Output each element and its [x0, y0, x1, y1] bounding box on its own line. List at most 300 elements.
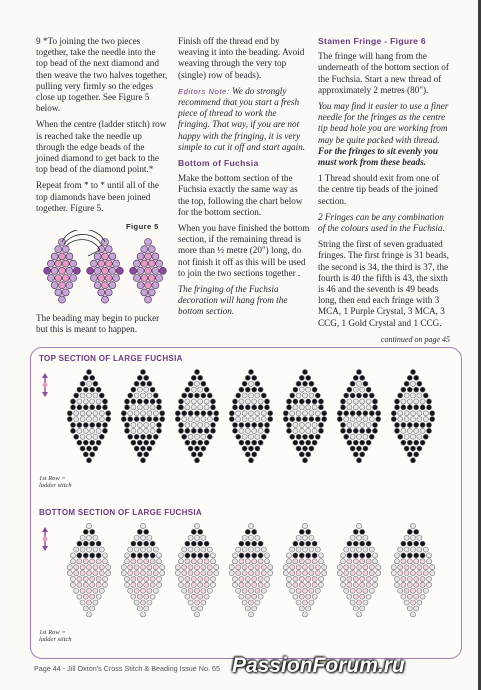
bead [430, 411, 435, 416]
bead [198, 399, 203, 404]
bead [83, 399, 88, 404]
bead [293, 405, 298, 410]
bead [150, 582, 155, 587]
bead [70, 422, 75, 427]
bead [188, 446, 193, 451]
bead [83, 529, 88, 534]
figure-5-bead [116, 267, 123, 274]
bead [302, 417, 307, 422]
bead [356, 588, 361, 593]
bead [293, 576, 298, 581]
bead [264, 582, 269, 587]
bead [293, 553, 298, 558]
bead [417, 393, 422, 398]
bead [147, 600, 152, 605]
bead [70, 428, 75, 433]
bead [204, 440, 209, 445]
bead [315, 434, 320, 439]
bead [90, 606, 95, 611]
bead [77, 541, 82, 546]
bead [99, 417, 104, 422]
bead [242, 393, 247, 398]
bead [350, 600, 355, 605]
bead [131, 594, 136, 599]
bead [232, 399, 237, 404]
bead [340, 582, 345, 587]
bead [207, 565, 212, 570]
finish-thread-text: Finish off the thread end by weaving it into the beading. Avoid weaving through the very top (single) row of beads). [178, 36, 305, 80]
bead [144, 428, 149, 433]
bead [309, 565, 314, 570]
bead [150, 541, 155, 546]
figure-5-bead [133, 260, 140, 267]
bead [245, 541, 250, 546]
bead [248, 600, 253, 605]
bead [137, 440, 142, 445]
bead [414, 375, 419, 380]
bead [347, 399, 352, 404]
bead [372, 428, 377, 433]
bead [309, 381, 314, 386]
step-9-text: 9 *To joining the two pieces together, take the needle into the top bead of the next diamond and then weave the two halves together, pulling very firmly so the edges close up together. See Figure 5 below. [36, 36, 168, 114]
bead [134, 547, 139, 552]
bead [131, 541, 136, 546]
bead [299, 405, 304, 410]
bead [255, 588, 260, 593]
bead [93, 417, 98, 422]
bead [410, 434, 415, 439]
bead [137, 428, 142, 433]
bead [407, 375, 412, 380]
bead [102, 576, 107, 581]
bead [90, 594, 95, 599]
bead [309, 411, 314, 416]
bead [204, 559, 209, 564]
bead-diamond [67, 523, 110, 616]
bead [201, 393, 206, 398]
bead [86, 571, 91, 576]
bead [144, 399, 149, 404]
bead [414, 594, 419, 599]
bead [268, 417, 273, 422]
bead [366, 553, 371, 558]
bead [293, 422, 298, 427]
bead [99, 565, 104, 570]
bead [318, 559, 323, 564]
bead [369, 411, 374, 416]
needle-tip-italic: You may find it easier to use a finer needle for the fringes as the centre tip bead hole you are working from may be quite packed with thread. [318, 101, 449, 145]
bead [210, 405, 215, 410]
repeat-text: Repeat from * to * until all of the top diamonds have been joined together. Figure 5. [36, 180, 159, 213]
figure-5-bead [66, 282, 73, 289]
bead [188, 393, 193, 398]
bead [312, 541, 317, 546]
bead [134, 588, 139, 593]
bead [420, 594, 425, 599]
bead [410, 369, 415, 374]
figure-5-bead [102, 267, 109, 274]
bead [80, 600, 85, 605]
bead [261, 393, 266, 398]
bead [198, 606, 203, 611]
bead [83, 375, 88, 380]
bead [245, 594, 250, 599]
bead [286, 576, 291, 581]
bead [128, 571, 133, 576]
bead [77, 399, 82, 404]
bead [153, 411, 158, 416]
bead [93, 571, 98, 576]
bead [312, 594, 317, 599]
bead [417, 547, 422, 552]
bottom-section-title: BOTTOM SECTION OF LARGE FUCHSIA [39, 508, 202, 517]
bead [153, 393, 158, 398]
bead [188, 547, 193, 552]
bead [194, 446, 199, 451]
bead [394, 422, 399, 427]
figure-5-bead [73, 267, 80, 274]
bead [356, 571, 361, 576]
bead [404, 600, 409, 605]
bead [140, 535, 145, 540]
bead [131, 422, 136, 427]
bead [232, 428, 237, 433]
bead [306, 428, 311, 433]
figure-5-diamond [44, 239, 81, 304]
figure-5-bead [152, 282, 159, 289]
bead [201, 600, 206, 605]
bead [182, 588, 187, 593]
bead [369, 588, 374, 593]
bead [286, 422, 291, 427]
bead [401, 422, 406, 427]
bead [369, 547, 374, 552]
bead [80, 381, 85, 386]
bead [188, 535, 193, 540]
bead [258, 582, 263, 587]
bead [124, 576, 129, 581]
bead [86, 600, 91, 605]
figure-5-bead [98, 289, 105, 296]
bead [369, 565, 374, 570]
bead [248, 547, 253, 552]
bead [261, 565, 266, 570]
bead [150, 422, 155, 427]
bead [137, 375, 142, 380]
bead [296, 600, 301, 605]
bead [90, 582, 95, 587]
bead [398, 417, 403, 422]
bead [407, 553, 412, 558]
bead [102, 405, 107, 410]
bead [134, 434, 139, 439]
bead [353, 529, 358, 534]
bead [191, 428, 196, 433]
bead [156, 428, 161, 433]
bead [239, 422, 244, 427]
bead [401, 553, 406, 558]
bead [185, 387, 190, 392]
bead [201, 411, 206, 416]
bead [178, 428, 183, 433]
bead [258, 594, 263, 599]
bead [258, 428, 263, 433]
bead [363, 381, 368, 386]
bead [131, 428, 136, 433]
bead [147, 393, 152, 398]
fringe-intro-text: The fringe will hang from the underneath of the bottom section of the Fuchsia. Start a new thread of approximately 2 metres (80"). [318, 51, 449, 95]
bead [426, 405, 431, 410]
bead [302, 458, 307, 463]
bead [207, 571, 212, 576]
bead [261, 417, 266, 422]
figure-5-bead [98, 275, 105, 282]
bead [347, 594, 352, 599]
bead [398, 547, 403, 552]
bead [360, 541, 365, 546]
bead [363, 535, 368, 540]
bead [353, 559, 358, 564]
bead [77, 422, 82, 427]
bead [410, 588, 415, 593]
bead [344, 417, 349, 422]
bead [156, 399, 161, 404]
bead [204, 541, 209, 546]
bead-diamond [391, 369, 435, 462]
bead [147, 565, 152, 570]
bead [239, 541, 244, 546]
bead [350, 393, 355, 398]
bead [350, 571, 355, 576]
figure-5-bead [156, 275, 163, 282]
bead [83, 553, 88, 558]
bead [153, 434, 158, 439]
bead [201, 446, 206, 451]
bead [407, 606, 412, 611]
bead [363, 417, 368, 422]
bead [391, 571, 396, 576]
bead [194, 547, 199, 552]
bead [420, 553, 425, 558]
bead [353, 375, 358, 380]
bead [188, 381, 193, 386]
bead [191, 594, 196, 599]
bead [350, 535, 355, 540]
bead [426, 576, 431, 581]
bead [140, 588, 145, 593]
bead [86, 523, 91, 528]
bead [74, 565, 79, 570]
bead [182, 417, 187, 422]
figure-5-bead [94, 253, 101, 260]
bead [360, 387, 365, 392]
figure-5-bead [66, 253, 73, 260]
bead [312, 553, 317, 558]
bead [394, 405, 399, 410]
bead [286, 559, 291, 564]
bead [248, 446, 253, 451]
figure-5-bead [55, 246, 62, 253]
bead [185, 541, 190, 546]
bead [90, 559, 95, 564]
figure-5-bead [145, 282, 152, 289]
bead [86, 588, 91, 593]
bead [229, 571, 234, 576]
bead [356, 458, 361, 463]
bead [252, 399, 257, 404]
bead [147, 411, 152, 416]
bead [140, 411, 145, 416]
bead [248, 369, 253, 374]
bead [121, 571, 126, 576]
figure-5-bead [148, 289, 155, 296]
figure-5-bead [70, 260, 77, 267]
bead [391, 411, 396, 416]
bead [423, 588, 428, 593]
bead [74, 547, 79, 552]
bead [322, 565, 327, 570]
bead [372, 576, 377, 581]
bead [90, 576, 95, 581]
bead [296, 434, 301, 439]
bead [356, 411, 361, 416]
bead [417, 381, 422, 386]
bead [258, 422, 263, 427]
bead [90, 553, 95, 558]
bead [363, 600, 368, 605]
bead [245, 422, 250, 427]
bead [236, 411, 241, 416]
bead [242, 547, 247, 552]
bead [204, 594, 209, 599]
bead [417, 411, 422, 416]
bead [315, 588, 320, 593]
bead [191, 399, 196, 404]
bead [322, 417, 327, 422]
bead [83, 582, 88, 587]
bottom-row-label [39, 629, 72, 643]
bead [185, 576, 190, 581]
bead [245, 405, 250, 410]
bead [210, 422, 215, 427]
bead [185, 399, 190, 404]
bead [99, 393, 104, 398]
figure-5-bead [109, 267, 116, 274]
bead [255, 446, 260, 451]
bead-diamond [229, 369, 273, 462]
bead [302, 600, 307, 605]
bead [147, 446, 152, 451]
bead [80, 588, 85, 593]
bead [312, 582, 317, 587]
bead [147, 588, 152, 593]
bead [191, 387, 196, 392]
bead [394, 553, 399, 558]
bead [350, 588, 355, 593]
figure-5-bead [105, 275, 112, 282]
bead [188, 571, 193, 576]
bead [353, 582, 358, 587]
bead [245, 553, 250, 558]
bead [153, 588, 158, 593]
bead [315, 411, 320, 416]
bead-diamond [337, 369, 381, 462]
bead [178, 422, 183, 427]
bead [356, 535, 361, 540]
bead [353, 428, 358, 433]
bead [214, 411, 219, 416]
bead [410, 547, 415, 552]
figure-5-bead [130, 267, 137, 274]
figure-5-bead [105, 260, 112, 267]
bead [207, 434, 212, 439]
figure-5-bead [137, 282, 144, 289]
bead [369, 393, 374, 398]
bead [426, 428, 431, 433]
figure-5-bead [55, 260, 62, 267]
figure-5-bead [109, 253, 116, 260]
bead [242, 600, 247, 605]
bead [426, 399, 431, 404]
bead [102, 428, 107, 433]
bead [290, 411, 295, 416]
bead [137, 553, 142, 558]
bead [131, 405, 136, 410]
bead [417, 434, 422, 439]
bead [356, 381, 361, 386]
bead [360, 559, 365, 564]
bead [293, 399, 298, 404]
top-section-title: TOP SECTION OF LARGE FUCHSIA [39, 354, 183, 363]
bead [124, 553, 129, 558]
bead [248, 381, 253, 386]
bead [369, 434, 374, 439]
figure-5-bead [148, 275, 155, 282]
bead [245, 375, 250, 380]
bead [93, 411, 98, 416]
bead [156, 422, 161, 427]
figure-5-bead [59, 296, 66, 303]
bead [407, 405, 412, 410]
bead [296, 381, 301, 386]
bead [420, 399, 425, 404]
bead [131, 576, 136, 581]
bottom-section-text: Make the bottom section of the Fuchsia exactly the same way as the top, following the chart below for the bottom section. [178, 173, 303, 217]
bead [248, 535, 253, 540]
bottom-section-pattern [31, 520, 461, 655]
bead [318, 399, 323, 404]
bead [80, 547, 85, 552]
bead [175, 411, 180, 416]
figure-5-bead [159, 267, 166, 274]
bead [242, 565, 247, 570]
bead [283, 565, 288, 570]
bead [156, 553, 161, 558]
bead-diamond [175, 523, 219, 616]
bead [414, 428, 419, 433]
bead [252, 553, 257, 558]
bead [93, 535, 98, 540]
bead [90, 375, 95, 380]
bead [299, 375, 304, 380]
bead [137, 399, 142, 404]
figure-5-bead [145, 253, 152, 260]
bead [347, 440, 352, 445]
bead [372, 422, 377, 427]
bead [252, 387, 257, 392]
bead [185, 422, 190, 427]
bead [347, 387, 352, 392]
